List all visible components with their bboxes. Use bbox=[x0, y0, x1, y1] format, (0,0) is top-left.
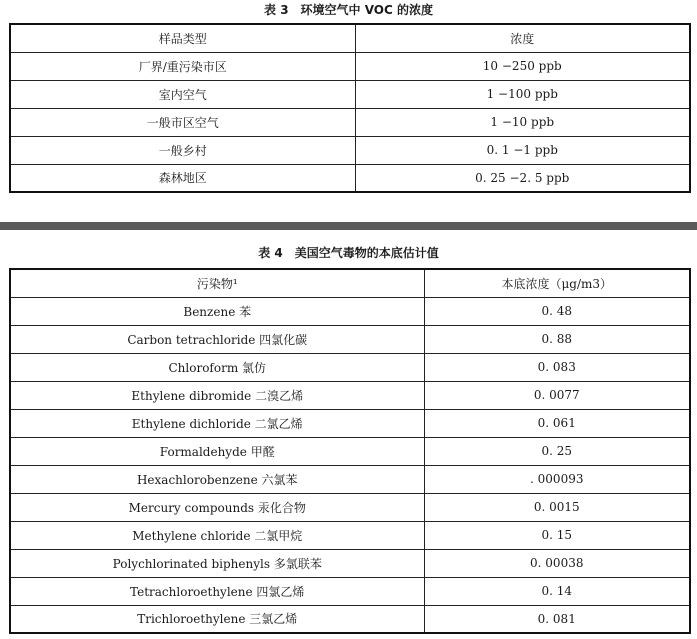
header-concentration: 浓度 bbox=[355, 24, 690, 52]
concentration-cell: 0. 25 −2. 5 ppb bbox=[355, 164, 690, 192]
table-row bbox=[10, 297, 690, 325]
pollutant-cell: Hexachlorobenzene 六氯苯 bbox=[10, 465, 424, 493]
background-value-cell: . 000093 bbox=[424, 465, 690, 493]
table-row bbox=[10, 52, 690, 80]
pollutant-cell: Formaldehyde 甲醛 bbox=[10, 437, 424, 465]
table4-caption: 表 4 美国空气毒物的本底估计值 bbox=[258, 246, 439, 260]
table-row bbox=[10, 381, 690, 409]
sample-type-cell: 一般乡村 bbox=[10, 136, 355, 164]
table-header-row bbox=[10, 24, 690, 52]
table-row bbox=[10, 493, 690, 521]
table-row bbox=[10, 325, 690, 353]
table-row bbox=[10, 136, 690, 164]
pollutant-cell: Polychlorinated biphenyls 多氯联苯 bbox=[10, 549, 424, 577]
header-pollutant: 污染物¹ bbox=[10, 269, 424, 297]
concentration-cell: 1 −10 ppb bbox=[355, 108, 690, 136]
table-row bbox=[10, 549, 690, 577]
background-value-cell: 0. 081 bbox=[424, 605, 690, 633]
background-value-cell: 0. 15 bbox=[424, 521, 690, 549]
table3-caption: 表 3 环境空气中 VOC 的浓度 bbox=[264, 3, 433, 17]
concentration-cell: 1 −100 ppb bbox=[355, 80, 690, 108]
pollutant-cell: Methylene chloride 二氯甲烷 bbox=[10, 521, 424, 549]
table-row bbox=[10, 437, 690, 465]
pollutant-cell: Ethylene dichloride 二氯乙烯 bbox=[10, 409, 424, 437]
pollutant-cell: Ethylene dibromide 二溴乙烯 bbox=[10, 381, 424, 409]
header-background-concentration: 本底浓度（μg/m3） bbox=[424, 269, 690, 297]
section-divider bbox=[0, 222, 697, 230]
pollutant-cell: Tetrachloroethylene 四氯乙烯 bbox=[10, 577, 424, 605]
background-value-cell: 0. 00038 bbox=[424, 549, 690, 577]
table-row bbox=[10, 465, 690, 493]
concentration-cell: 0. 1 −1 ppb bbox=[355, 136, 690, 164]
pollutant-cell: Mercury compounds 汞化合物 bbox=[10, 493, 424, 521]
table-row bbox=[10, 80, 690, 108]
voc-concentration-table bbox=[9, 23, 691, 193]
background-value-cell: 0. 88 bbox=[424, 325, 690, 353]
concentration-cell: 10 −250 ppb bbox=[355, 52, 690, 80]
pollutant-cell: Benzene 苯 bbox=[10, 297, 424, 325]
background-value-cell: 0. 0015 bbox=[424, 493, 690, 521]
sample-type-cell: 森林地区 bbox=[10, 164, 355, 192]
table-row bbox=[10, 409, 690, 437]
table-header-row bbox=[10, 269, 690, 297]
background-value-cell: 0. 061 bbox=[424, 409, 690, 437]
background-value-cell: 0. 083 bbox=[424, 353, 690, 381]
pollutant-cell: Carbon tetrachloride 四氯化碳 bbox=[10, 325, 424, 353]
background-value-cell: 0. 0077 bbox=[424, 381, 690, 409]
table-row bbox=[10, 164, 690, 192]
table-row bbox=[10, 577, 690, 605]
table-row bbox=[10, 605, 690, 633]
background-value-cell: 0. 25 bbox=[424, 437, 690, 465]
sample-type-cell: 一般市区空气 bbox=[10, 108, 355, 136]
background-value-cell: 0. 48 bbox=[424, 297, 690, 325]
sample-type-cell: 室内空气 bbox=[10, 80, 355, 108]
air-toxics-background-table bbox=[9, 268, 691, 634]
background-value-cell: 0. 14 bbox=[424, 577, 690, 605]
header-sample-type: 样品类型 bbox=[10, 24, 355, 52]
pollutant-cell: Trichloroethylene 三氯乙烯 bbox=[10, 605, 424, 633]
table-row bbox=[10, 353, 690, 381]
sample-type-cell: 厂界/重污染市区 bbox=[10, 52, 355, 80]
table-row bbox=[10, 521, 690, 549]
pollutant-cell: Chloroform 氯仿 bbox=[10, 353, 424, 381]
table-row bbox=[10, 108, 690, 136]
